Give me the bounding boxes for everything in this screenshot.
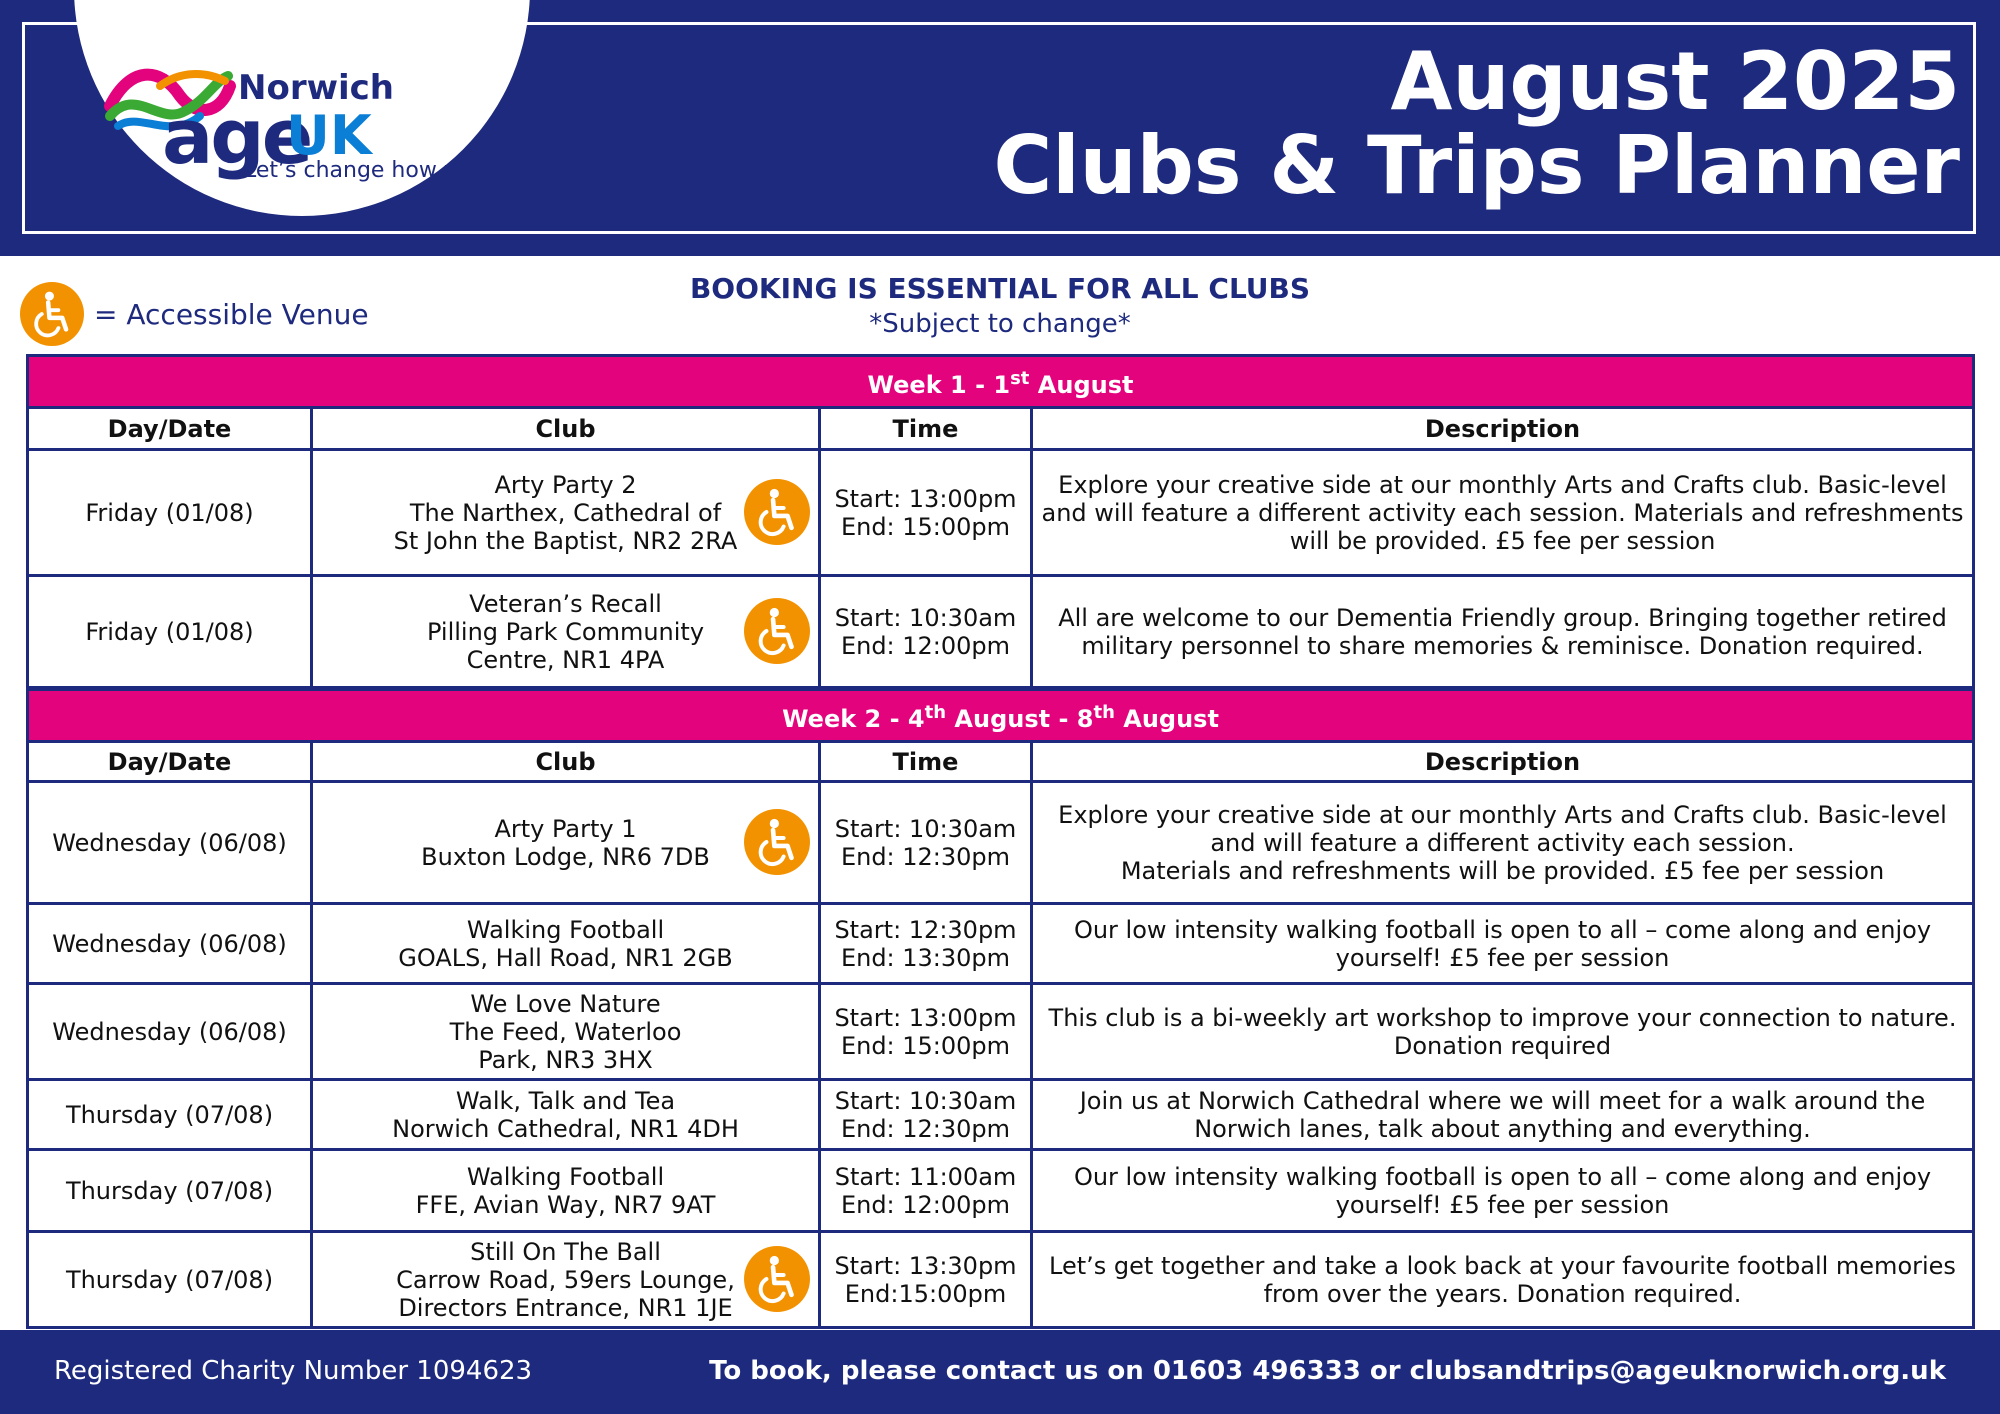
club-name: Arty Party 2 (494, 470, 637, 499)
wheelchair-icon (744, 1246, 810, 1312)
legend-text: = Accessible Venue (94, 297, 369, 331)
table-row (28, 904, 1974, 984)
accessible-legend (20, 282, 369, 346)
day-cell: Wednesday (06/08) (28, 984, 312, 1080)
club-venue-2: Directors Entrance, NR1 1JE (398, 1293, 733, 1322)
week-1-title: Week 1 - 1 (867, 370, 1011, 399)
table-header-row (28, 742, 1974, 782)
table-row (28, 782, 1974, 904)
end-time: End: 12:00pm (840, 1190, 1011, 1219)
time-cell (820, 1232, 1032, 1328)
table-row (28, 576, 1974, 688)
start-time: Start: 13:30pm (834, 1251, 1017, 1280)
col-day: Day/Date (28, 408, 312, 450)
start-time: Start: 10:30am (834, 603, 1017, 632)
wheelchair-icon (744, 479, 810, 545)
table-row (28, 1232, 1974, 1328)
end-time: End: 12:00pm (840, 631, 1011, 660)
start-time: Start: 11:00am (834, 1162, 1017, 1191)
header-banner (0, 0, 2000, 256)
club-venue: GOALS, Hall Road, NR1 2GB (398, 943, 733, 972)
end-time: End: 12:30pm (840, 1114, 1011, 1143)
day-cell: Wednesday (06/08) (28, 782, 312, 904)
week-1-sup: st (1010, 367, 1030, 389)
club-cell (312, 450, 820, 576)
page-title (993, 35, 1960, 212)
end-time: End: 12:30pm (840, 842, 1011, 871)
end-time: End: 13:30pm (840, 943, 1011, 972)
booking-title: BOOKING IS ESSENTIAL FOR ALL CLUBS (689, 272, 1311, 305)
club-cell (312, 1080, 820, 1150)
booking-notice (620, 272, 1380, 339)
table-row (28, 1080, 1974, 1150)
club-name: Veteran’s Recall (469, 589, 662, 618)
title-line-1: August 2025 (1390, 35, 1960, 128)
end-time: End: 15:00pm (840, 1031, 1011, 1060)
club-cell (312, 984, 820, 1080)
booking-subtitle: *Subject to change* (869, 309, 1131, 339)
club-venue: FFE, Avian Way, NR7 9AT (415, 1190, 716, 1219)
col-club: Club (312, 742, 820, 782)
time-cell (820, 1080, 1032, 1150)
description-text-2: Materials and refreshments will be provided. £5 fee per session (1120, 856, 1885, 885)
col-description: Description (1032, 408, 1974, 450)
club-cell (312, 1150, 820, 1232)
club-venue: Buxton Lodge, NR6 7DB (421, 842, 710, 871)
start-time: Start: 12:30pm (834, 915, 1017, 944)
club-name: We Love Nature (470, 989, 661, 1018)
logo-uk: UK (286, 104, 372, 167)
week-2-sup-1: th (924, 701, 947, 723)
end-time: End:15:00pm (844, 1279, 1007, 1308)
table-row (28, 450, 1974, 576)
time-cell (820, 450, 1032, 576)
club-venue: Carrow Road, 59ers Lounge, (396, 1265, 735, 1294)
table-row (28, 1150, 1974, 1232)
logo-norwich: Norwich (238, 68, 395, 108)
day-cell: Friday (01/08) (28, 450, 312, 576)
description-cell (1032, 782, 1974, 904)
club-venue: The Narthex, Cathedral of (409, 498, 722, 527)
logo-tagline: Let’s change how we age (244, 158, 524, 183)
club-name: Walking Football (466, 1162, 665, 1191)
week-2-sup-2: th (1093, 701, 1115, 723)
club-cell (312, 576, 820, 688)
day-cell: Thursday (07/08) (28, 1232, 312, 1328)
description-cell: All are welcome to our Dementia Friendly group. Bringing together retired military personnel to share memories & reminisce. Donation required. (1032, 576, 1974, 688)
week-2-title: Week 2 - 4 (782, 704, 925, 733)
col-time: Time (820, 408, 1032, 450)
logo-age: age (162, 92, 311, 181)
description-cell: Join us at Norwich Cathedral where we will meet for a walk around the Norwich lanes, talk about anything and everything. (1032, 1080, 1974, 1150)
club-venue: Norwich Cathedral, NR1 4DH (392, 1114, 739, 1143)
start-time: Start: 10:30am (834, 1086, 1017, 1115)
description-cell: Our low intensity walking football is open to all – come along and enjoy yourself! £5 fee per session (1032, 1150, 1974, 1232)
week-2-heading (28, 690, 1974, 742)
club-name: Walk, Talk and Tea (455, 1086, 676, 1115)
club-venue: The Feed, Waterloo (449, 1017, 682, 1046)
club-cell (312, 904, 820, 984)
age-uk-logo[interactable] (100, 50, 524, 200)
club-name: Arty Party 1 (494, 814, 637, 843)
club-venue-2: St John the Baptist, NR2 2RA (393, 526, 738, 555)
club-venue-2: Centre, NR1 4PA (466, 645, 665, 674)
charity-number: Registered Charity Number 1094623 (54, 1356, 533, 1386)
day-cell: Friday (01/08) (28, 576, 312, 688)
start-time: Start: 13:00pm (834, 484, 1017, 513)
day-cell: Thursday (07/08) (28, 1150, 312, 1232)
wheelchair-icon (744, 809, 810, 875)
col-time: Time (820, 742, 1032, 782)
wheelchair-icon (20, 282, 84, 346)
week-1-table (26, 354, 1975, 689)
week-2-table (26, 688, 1975, 1329)
description-cell: Explore your creative side at our monthly Arts and Crafts club. Basic-level and will feature a different activity each session. Materials and refreshments will be provided. £5 fee per session (1032, 450, 1974, 576)
description-cell: This club is a bi-weekly art workshop to improve your connection to nature. Donation required (1032, 984, 1974, 1080)
col-club: Club (312, 408, 820, 450)
start-time: Start: 10:30am (834, 814, 1017, 843)
start-time: Start: 13:00pm (834, 1003, 1017, 1032)
col-description: Description (1032, 742, 1974, 782)
time-cell (820, 904, 1032, 984)
description-text: Explore your creative side at our monthly Arts and Crafts club. Basic-level and will feature a different activity each session. (1058, 800, 1947, 857)
week-1-title-end: August (1029, 370, 1134, 399)
week-2-title-end: August (1114, 704, 1219, 733)
footer-bar (0, 1330, 2000, 1414)
description-cell: Let’s get together and take a look back at your favourite football memories from over the years. Donation required. (1032, 1232, 1974, 1328)
end-time: End: 15:00pm (840, 512, 1011, 541)
week-1-heading (28, 356, 1974, 408)
col-day: Day/Date (28, 742, 312, 782)
day-cell: Wednesday (06/08) (28, 904, 312, 984)
day-cell: Thursday (07/08) (28, 1080, 312, 1150)
club-name: Still On The Ball (470, 1237, 661, 1266)
club-cell (312, 1232, 820, 1328)
club-venue: Pilling Park Community (426, 617, 705, 646)
booking-contact[interactable]: To book, please contact us on 01603 496333 or clubsandtrips@ageuknorwich.org.uk (709, 1356, 1946, 1386)
week-2-title-mid: August - 8 (946, 704, 1094, 733)
wheelchair-icon (744, 598, 810, 664)
club-venue-2: Park, NR3 3HX (478, 1045, 653, 1074)
club-cell (312, 782, 820, 904)
club-name: Walking Football (466, 915, 665, 944)
description-cell: Our low intensity walking football is open to all – come along and enjoy yourself! £5 fee per session (1032, 904, 1974, 984)
time-cell (820, 1150, 1032, 1232)
time-cell (820, 576, 1032, 688)
time-cell (820, 984, 1032, 1080)
title-line-2: Clubs & Trips Planner (993, 119, 1960, 212)
table-row (28, 984, 1974, 1080)
table-header-row (28, 408, 1974, 450)
time-cell (820, 782, 1032, 904)
